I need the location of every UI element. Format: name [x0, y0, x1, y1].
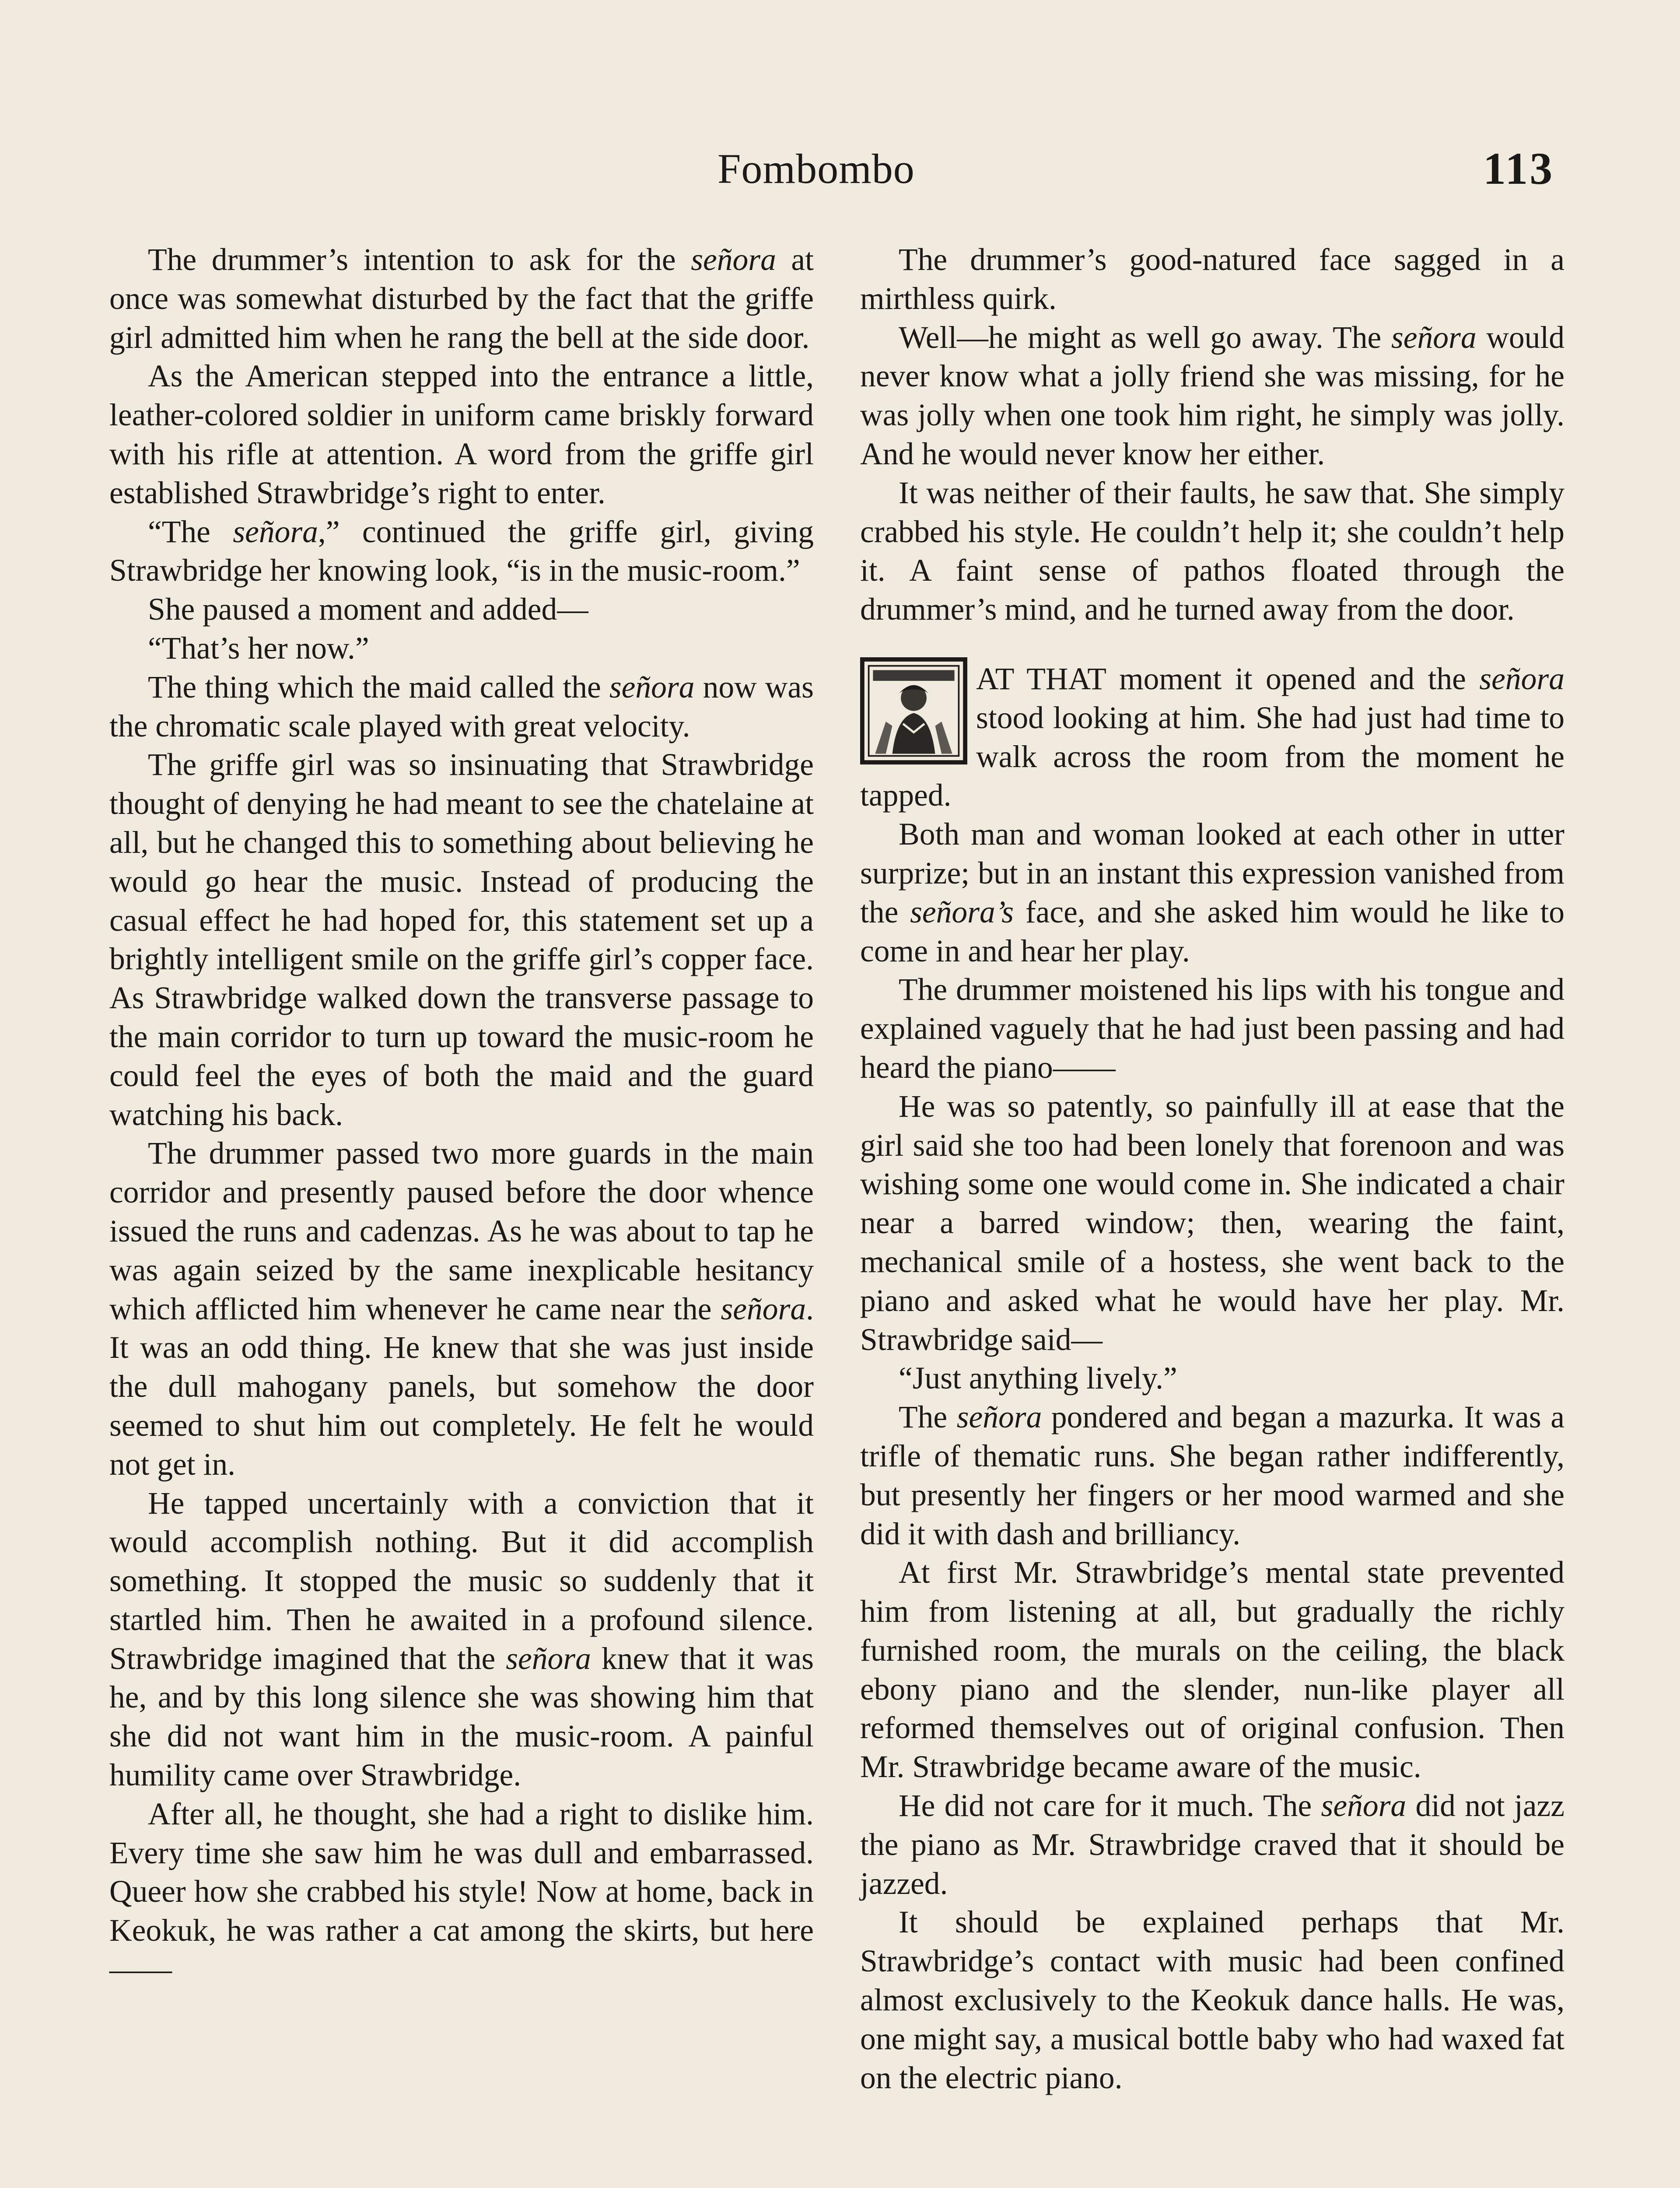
paragraph: The señora pondered and began a mazurka. It was a trifle of thematic runs. She began rather indifferently, but presently her fingers or her mood warmed and she did it with dash and brilliancy. [860, 1400, 1564, 1551]
paragraph: “Just anything lively.” [899, 1361, 1177, 1396]
paragraph: At first Mr. Strawbridge’s mental state prevented him from listening at all, but gradually the richly furnished room, the murals on the ceiling, the black ebony piano and the slender, nun-like player all reformed themselves out of original confusion. Then Mr. Strawbridge became aware of the music. [860, 1555, 1564, 1785]
right-column-after-break [860, 815, 1564, 2097]
running-title: Fombombo [718, 145, 915, 192]
paragraph: The drummer moistened his lips with his tongue and explained vaguely that he had just been passing and had heard the piano—— [860, 972, 1564, 1085]
paragraph: After all, he thought, she had a right to dislike him. Every time she saw him he was dull and embarrassed. Queer how she crabbed his style! Now at home, back in Keokuk, he was rather a cat among the skirts, but here—— [109, 1796, 814, 1987]
section-opening-paragraph: AT THAT moment it opened and the señora stood looking at him. She had just had time to walk across the room from the moment he tapped. [860, 661, 1564, 813]
page-header [0, 144, 1680, 210]
paragraph: The thing which the maid called the señora now was the chromatic scale played with great velocity. [109, 670, 814, 743]
paragraph: The drummer’s good-natured face sagged in a mirthless quirk. [860, 242, 1564, 316]
paragraph: The griffe girl was so insinuating that Strawbridge thought of denying he had meant to see the chatelaine at all, but he changed this to something about believing he would go hear the music. Instead of producing the casual effect he had hoped for, this statement set up a brightly intelligent smile on the griffe girl’s copper face. As Strawbridge walked down the transverse passage to the main corridor to turn up toward the music-room he could feel the eyes of both the maid and the guard watching his back. [109, 747, 814, 1132]
paragraph: “The señora,” continued the griffe girl, giving Strawbridge her knowing look, “is in the music-room.” [109, 514, 814, 588]
paragraph: It was neither of their faults, he saw that. She simply crabbed his style. He couldn’t help it; she couldn’t help it. A faint sense of pathos floated through the drummer’s mind, and he turned away from the door. [860, 475, 1564, 627]
paragraph: Both man and woman looked at each other in utter surprize; but in an instant this expression vanished from the señora’s face, and she asked him would he like to come in and hear her play. [860, 817, 1564, 968]
page-number: 113 [1483, 144, 1554, 194]
illuminated-initial-icon [860, 657, 967, 764]
paragraph: It should be explained perhaps that Mr. Strawbridge’s contact with music had been confined almost exclusively to the Keokuk dance halls. He was, one might say, a musical bottle baby who had waxed fat on the electric piano. [860, 1905, 1564, 2095]
right-column [860, 241, 1564, 2097]
left-column [109, 241, 814, 1989]
paragraph: Well—he might as well go away. The señora would never know what a jolly friend she was missing, for he was jolly when one took him right, he simply was jolly. And he would never know her either. [860, 320, 1565, 471]
right-column-before-break [860, 241, 1564, 629]
paragraph: He tapped uncertainly with a conviction that it would accomplish nothing. But it did accomplish something. It stopped the music so suddenly that it startled him. Then he awaited in a profound silence. Strawbridge imagined that the señora knew that it was he, and by this long silence she was showing him that she did not want him in the music-room. A painful humility came over Strawbridge. [109, 1486, 814, 1793]
paragraph: He was so patently, so painfully ill at ease that the girl said she too had been lonely that forenoon and was wishing some one would come in. She indicated a chair near a barred window; then, wearing the faint, mechanical smile of a hostess, she went back to the piano and asked what he would have her play. Mr. Strawbridge said— [860, 1089, 1564, 1357]
paragraph: As the American stepped into the entrance a little, leather-colored soldier in uniform came briskly forward with his rifle at attention. A word from the griffe girl established Strawbridge’s right to enter. [109, 359, 814, 510]
paragraph: He did not care for it much. The señora did not jazz the piano as Mr. Strawbridge craved that it should be jazzed. [860, 1788, 1564, 1901]
paragraph: “That’s her now.” [148, 631, 369, 666]
paragraph: The drummer’s intention to ask for the señora at once was somewhat disturbed by the fact that the griffe girl admitted him when he rang the bell at the side door. [109, 242, 814, 355]
paragraph: The drummer passed two more guards in the main corridor and presently paused before the door whence issued the runs and cadenzas. As he was about to tap he was again seized by the same inexplicable hesitancy which afflicted him whenever he came near the señora. It was an odd thing. He knew that she was just inside the dull mahogany panels, but somehow the door seemed to shut him out completely. He felt he would not get in. [109, 1136, 814, 1482]
section-opening [860, 660, 1564, 815]
paragraph: She paused a moment and added— [148, 592, 588, 627]
